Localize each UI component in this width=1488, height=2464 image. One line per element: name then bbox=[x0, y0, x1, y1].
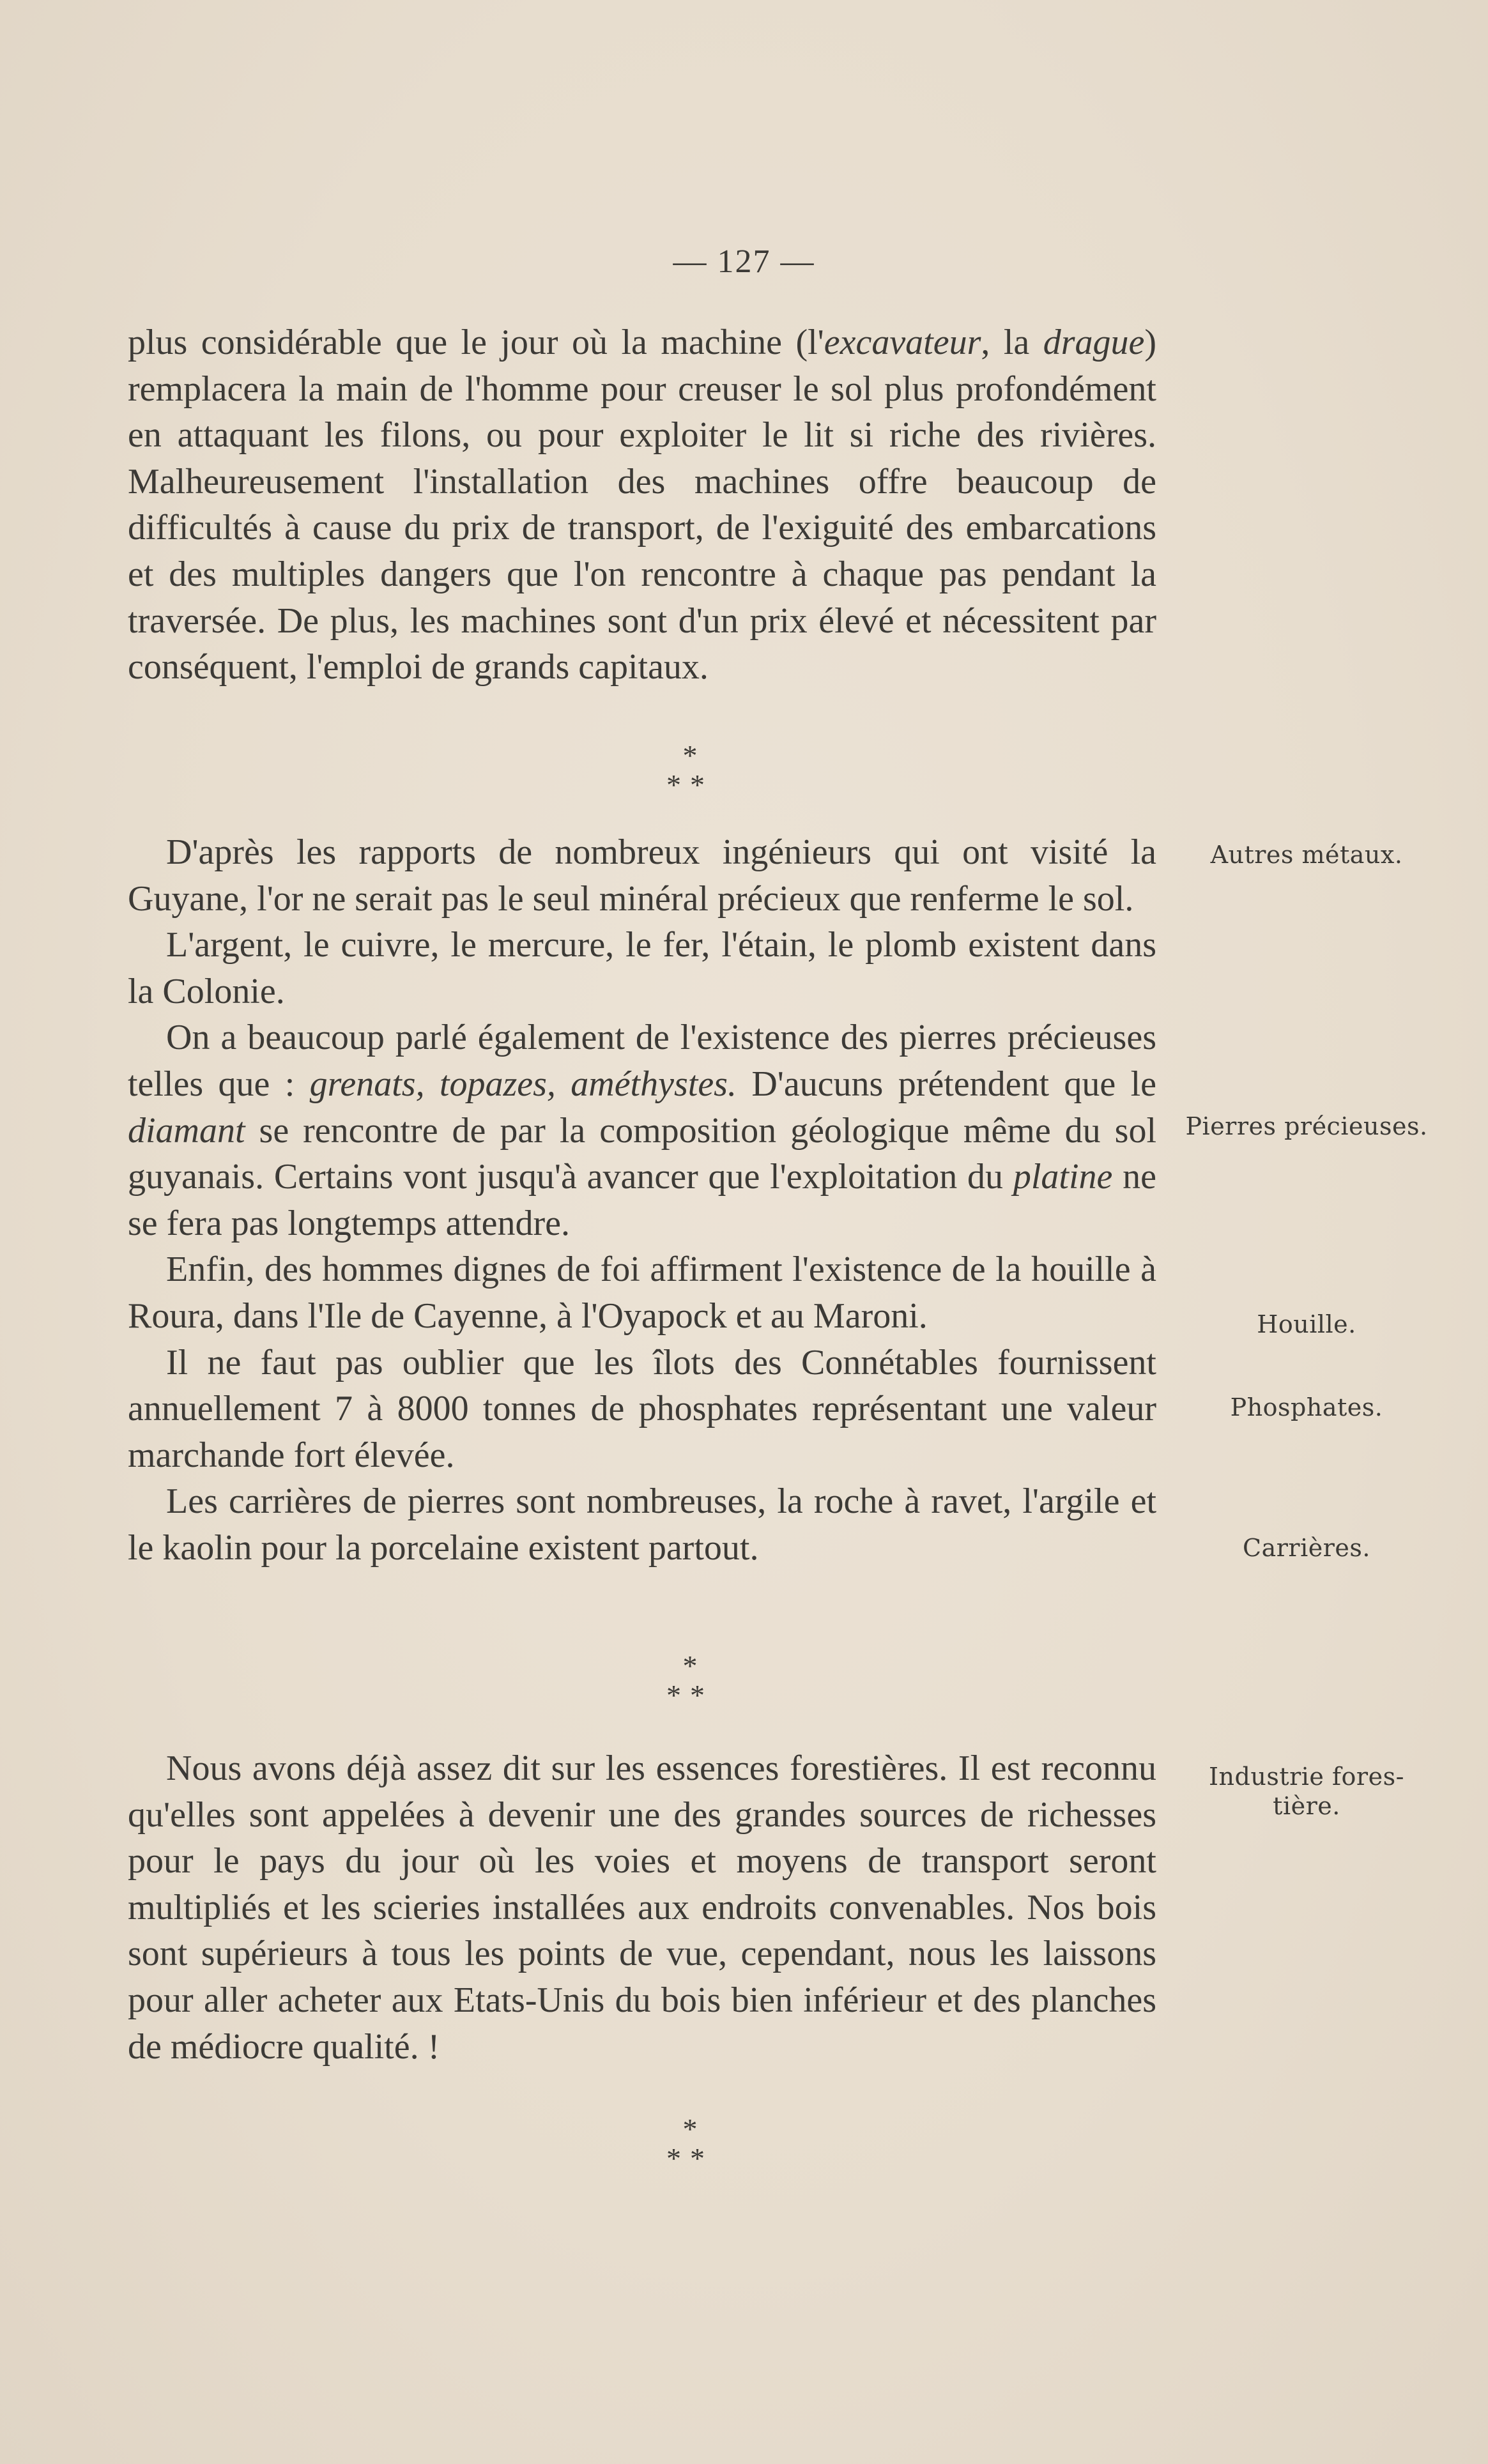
margin-note-houille: Houille. bbox=[1257, 1310, 1356, 1338]
text-block-machines bbox=[128, 319, 1156, 691]
page-number: — 127 — bbox=[673, 243, 815, 280]
paragraph-other-minerals: D'après les rapports de nombreux ingénieurs qui ont visité la Guyane, l'or ne serait pas le seul minéral précieux que renferme le sol. bbox=[128, 832, 1156, 919]
emphasis-drague: drague bbox=[1043, 323, 1145, 362]
section-separator: * ** bbox=[666, 1649, 714, 1711]
margin-note-phosphates: Phosphates. bbox=[1230, 1393, 1383, 1421]
margin-note-autres-metaux: Autres métaux. bbox=[1210, 841, 1403, 869]
margin-note-industrie-forestiere: Industrie fores- tière. bbox=[1209, 1763, 1404, 1820]
text-block-forestry bbox=[128, 1745, 1156, 2070]
paragraph-phosphates: Il ne faut pas oublier que les îlots des Connétables fournissent annuellement 7 à 8000 tonnes de phosphates représentant une valeur marchande fort élevée. bbox=[128, 1342, 1156, 1475]
paragraph-forestry: Nous avons déjà assez dit sur les essences forestières. Il est reconnu qu'elles sont appelées à devenir une des grandes sources de richesses pour le pays du jour où les voies et moyens de transport seront multipliés et les scieries installées aux endroits convenables. Nos bois sont supérieurs à tous les points de vue, cependant, nous les laissons pour aller acheter aux Etats-Unis du bois bien inférieur et des planches de médiocre qualité. ! bbox=[128, 1749, 1156, 2067]
margin-note-carrieres: Carrières. bbox=[1243, 1534, 1370, 1562]
section-separator: * ** bbox=[666, 739, 714, 801]
paragraph-coal: Enfin, des hommes dignes de foi affirment l'existence de la houille à Roura, dans l'Ile de Cayenne, à l'Oyapock et au Maroni. bbox=[128, 1250, 1156, 1336]
paragraph-precious-stones: On a beaucoup parlé également de l'existence des pierres précieuses telles que : grenats, topazes, améthystes. D'aucuns prétendent que le diamant se rencontre de par la composition géologique même du sol guyanais. Certains vont jusqu'à avancer que l'exploitation du platine ne se fera pas longtemps attendre. bbox=[128, 1018, 1156, 1243]
emphasis-stones: grenats, topazes, améthystes. bbox=[309, 1064, 737, 1104]
emphasis-excavateur: excavateur bbox=[824, 323, 981, 362]
paragraph-machines: plus considérable que le jour où la machine (l'excavateur, la drague) remplacera la main de l'homme pour creuser le sol plus profondément en attaquant les filons, ou pour exploiter le lit si riche des rivières. Malheureusement l'installation des machines offre beaucoup de difficultés à cause du prix de transport, de l'exiguité des embarcations et des multiples dangers que l'on rencontre à chaque pas pendant la traversée. De plus, les machines sont d'un prix élevé et nécessitent par conséquent, l'emploi de grands capitaux. bbox=[128, 323, 1157, 687]
paragraph-quarries: Les carrières de pierres sont nombreuses, la roche à ravet, l'argile et le kaolin pour la porcelaine existent partout. bbox=[128, 1481, 1156, 1568]
paragraph-metals: L'argent, le cuivre, le mercure, le fer, l'étain, le plomb existent dans la Colonie. bbox=[128, 925, 1156, 1011]
emphasis-platine: platine bbox=[1013, 1157, 1113, 1197]
emphasis-diamant: diamant bbox=[128, 1110, 245, 1151]
margin-note-pierres-precieuses: Pierres précieuses. bbox=[1185, 1112, 1428, 1140]
text-block-minerals bbox=[128, 829, 1156, 1572]
section-separator: * ** bbox=[666, 2113, 714, 2175]
